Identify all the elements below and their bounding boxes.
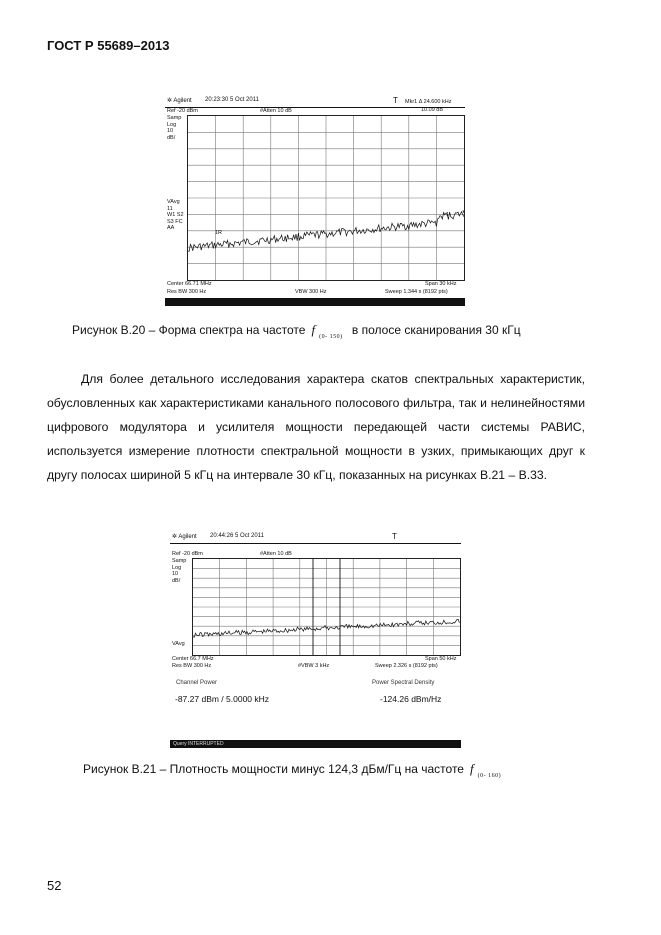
scale-labels: Samp Log 10 dB/ <box>167 115 182 141</box>
agilent-logo: ✲ Agilent <box>167 98 192 104</box>
attenuation: #Atten 10 dB <box>260 108 292 114</box>
ref-level: Ref -20 dBm <box>172 551 203 557</box>
span: Span 30 kHz <box>425 281 457 287</box>
psd-label: Power Spectral Density <box>372 680 435 686</box>
resolution-bandwidth: Res BW 300 Hz <box>167 289 207 295</box>
center-frequency: Center 66.7 MHz <box>172 656 214 662</box>
status-bar <box>165 298 465 306</box>
spectrum-trace-area <box>193 559 460 655</box>
video-bandwidth: #VBW 3 kHz <box>298 663 330 669</box>
analyzer-title-bar <box>170 531 461 544</box>
figure-caption-b21: Рисунок В.21 – Плотность мощности минус 124,3 дБм/Гц на частоте f $_{(0- 160)}$ <box>83 761 502 779</box>
span: Span 50 kHz <box>425 656 457 662</box>
plot-grid <box>187 115 465 281</box>
body-paragraph: Для более детального исследования характера скатов спектральных характеристик, обусловленных как характеристиками канального полосового фильтра, так и нелинейностями цифрового модулятора и усилителя мощности передающей части системы РАВИС, используется измерение плотности спектральной мощности в узких, примыкающих друг к другу полосах шириной 5 кГц на интервале 30 кГц, показанных на рисунках В.21 – В.33. <box>47 372 585 482</box>
status-bar: Query INTERRUPTED <box>170 740 461 748</box>
marker-ref-label: 1R <box>215 230 223 236</box>
timestamp: 20:44:26 5 Oct 2011 <box>210 533 264 539</box>
center-frequency: Center 66.71 MHz <box>167 281 212 287</box>
marker-readout-1: Mkr1 Δ 24.600 kHz <box>405 99 452 105</box>
marker-readout-2: 10.09 dB <box>421 107 444 113</box>
sweep-time: Sweep 2.326 s (8192 pts) <box>375 663 438 669</box>
trigger-icon: T <box>393 96 398 105</box>
vavg-labels: VAvg 11 W1 S2 S3 FC AA <box>167 199 184 231</box>
timestamp: 20:23:30 5 Oct 2011 <box>205 97 259 103</box>
spectrum-screenshot-b21 <box>170 531 461 749</box>
figure-caption-b20: Рисунок В.20 – Форма спектра на частоте f $_{(0- 150)}$ в полосе сканирования 30 кГц <box>72 322 521 340</box>
document-header: ГОСТ Р 55689–2013 <box>47 38 170 53</box>
resolution-bandwidth: Res BW 300 Hz <box>172 663 212 669</box>
attenuation: #Atten 10 dB <box>260 551 292 557</box>
page-number: 52 <box>47 878 62 893</box>
channel-power-label: Channel Power <box>176 680 218 686</box>
channel-power-value: -87.27 dBm / 5.0000 kHz <box>175 694 270 704</box>
video-bandwidth: VBW 300 Hz <box>295 289 327 295</box>
plot-grid <box>192 558 461 656</box>
sweep-time: Sweep 1.344 s (8192 pts) <box>385 289 448 295</box>
psd-value: -124.26 dBm/Hz <box>380 694 442 704</box>
ref-level: Ref -20 dBm <box>167 108 198 114</box>
scale-labels: Samp Log 10 dB/ <box>172 558 187 584</box>
trigger-icon: T <box>392 532 397 541</box>
vavg-label: VAvg <box>172 641 185 647</box>
spectrum-trace-area <box>188 116 464 280</box>
spectrum-screenshot-b20 <box>165 95 465 307</box>
marker-label: 1 <box>446 212 450 218</box>
agilent-logo: ✲ Agilent <box>172 534 197 540</box>
